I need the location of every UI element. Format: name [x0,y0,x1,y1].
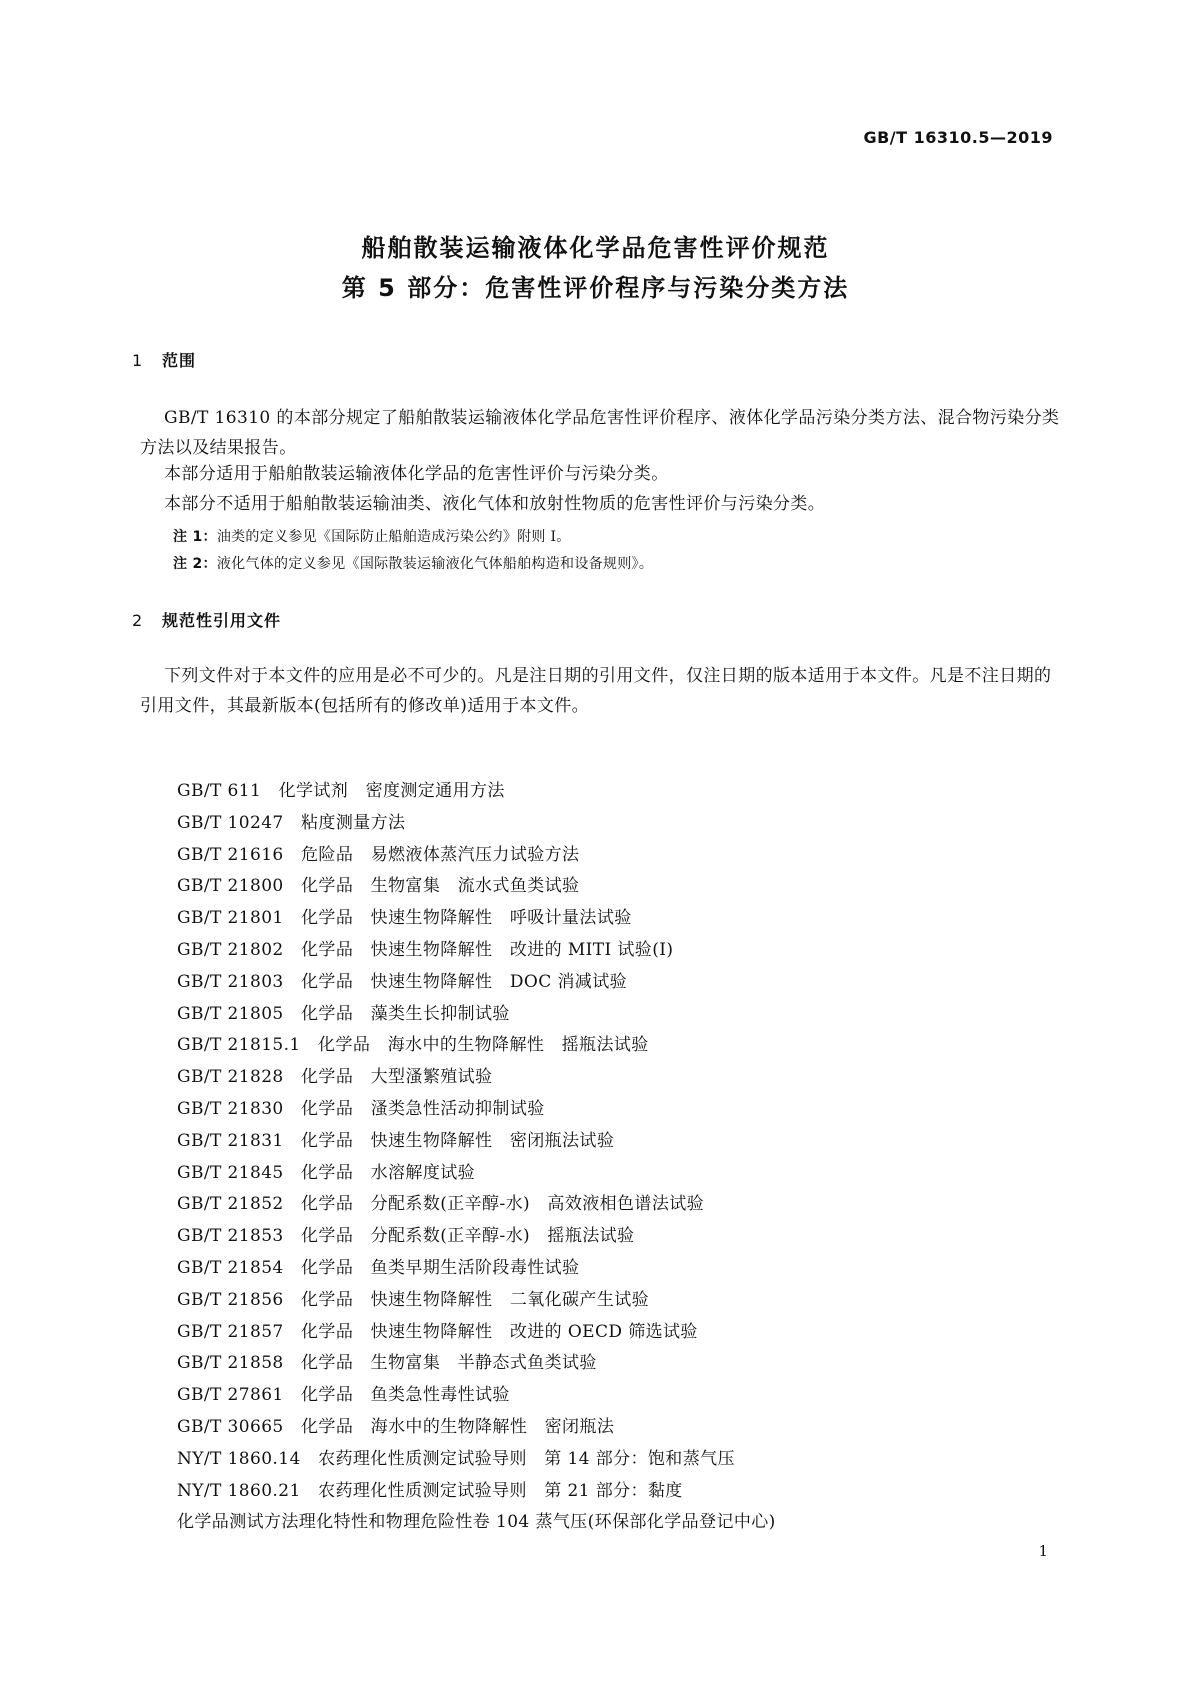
reference-item: GB/T 21803 化学品 快速生物降解性 DOC 消减试验 [177,971,627,992]
scope-text-1: GB/T 16310 的本部分规定了船舶散装运输液体化学品危害性评价程序、液体化学品污染分类方法、混合物污染分类方法以及结果报告。 [140,408,1060,458]
reference-item: GB/T 21845 化学品 水溶解度试验 [177,1162,476,1183]
reference-item: GB/T 21828 化学品 大型溞繁殖试验 [177,1067,493,1088]
title-line-1: 船舶散装运输液体化学品危害性评价规范 [361,234,830,262]
reference-item: GB/T 21805 化学品 藻类生长抑制试验 [177,1003,510,1024]
reference-item: GB/T 611 化学试剂 密度测定通用方法 [177,781,505,801]
note-1 [173,526,571,546]
reference-item: NY/T 1860.14 农药理化性质测定试验导则 第 14 部分：饱和蒸气压 [177,1448,735,1469]
reference-item: GB/T 21852 化学品 分配系数(正辛醇-水) 高效液相色谱法试验 [177,1194,705,1215]
reference-item: 化学品测试方法理化特性和物理危险性卷 104 蒸气压(环保部化学品登记中心) [177,1512,776,1533]
reference-item: GB/T 21801 化学品 快速生物降解性 呼吸计量法试验 [177,908,632,929]
references-intro [140,661,1060,721]
reference-item: NY/T 1860.21 农药理化性质测定试验导则 第 21 部分：黏度 [177,1480,683,1501]
reference-item: GB/T 21858 化学品 生物富集 半静态式鱼类试验 [177,1353,597,1374]
note-text: 液化气体的定义参见《国际散装运输液化气体船舶构造和设备规则》。 [216,556,654,572]
standard-code: GB/T 16310.5—2019 [863,128,1053,147]
section-title: 范围 [162,351,197,370]
section-number: 2 [132,611,144,630]
note-text: 油类的定义参见《国际防止船舶造成污染公约》附则 I。 [216,529,571,545]
scope-paragraph-1 [140,403,1060,463]
reference-item: GB/T 21800 化学品 生物富集 流水式鱼类试验 [177,876,580,897]
reference-item: GB/T 21831 化学品 快速生物降解性 密闭瓶法试验 [177,1130,615,1151]
note-label: 注 2： [173,556,217,572]
note-2 [173,553,653,573]
references-intro-text: 下列文件对于本文件的应用是必不可少的。凡是注日期的引用文件，仅注日期的版本适用于本文件。凡是不注日期的引用文件，其最新版本(包括所有的修改单)适用于本文件。 [140,666,1052,716]
reference-item: GB/T 21815.1 化学品 海水中的生物降解性 摇瓶法试验 [177,1035,649,1056]
reference-item: GB/T 27861 化学品 鱼类急性毒性试验 [177,1385,510,1406]
reference-item: GB/T 30665 化学品 海水中的生物降解性 密闭瓶法 [177,1416,615,1437]
note-label: 注 1： [173,529,217,545]
title-line-2: 第 5 部分：危害性评价程序与污染分类方法 [341,274,850,302]
document-title [0,228,1191,308]
reference-item: GB/T 10247 粘度测量方法 [177,812,406,833]
page-number: 1 [1038,1542,1048,1560]
scope-text-3: 本部分不适用于船舶散装运输油类、液化气体和放射性物质的危害性评价与污染分类。 [164,494,826,514]
section-2-heading [132,608,281,631]
reference-item: GB/T 21857 化学品 快速生物降解性 改进的 OECD 筛选试验 [177,1321,698,1342]
reference-item: GB/T 21856 化学品 快速生物降解性 二氧化碳产生试验 [177,1289,650,1310]
scope-text-2: 本部分适用于船舶散装运输液体化学品的危害性评价与污染分类。 [164,464,669,484]
reference-item: GB/T 21802 化学品 快速生物降解性 改进的 MITI 试验(I) [177,939,674,960]
section-1-heading [132,348,196,371]
reference-item: GB/T 21853 化学品 分配系数(正辛醇-水) 摇瓶法试验 [177,1226,635,1247]
section-title: 规范性引用文件 [162,611,282,630]
reference-item: GB/T 21616 危险品 易燃液体蒸汽压力试验方法 [177,844,580,865]
reference-item: GB/T 21830 化学品 溞类急性活动抑制试验 [177,1098,545,1119]
scope-paragraph-3 [140,489,1040,519]
reference-item: GB/T 21854 化学品 鱼类早期生活阶段毒性试验 [177,1257,580,1278]
section-number: 1 [132,351,144,370]
scope-paragraph-2 [140,459,1040,489]
normative-references-list [177,776,776,1539]
